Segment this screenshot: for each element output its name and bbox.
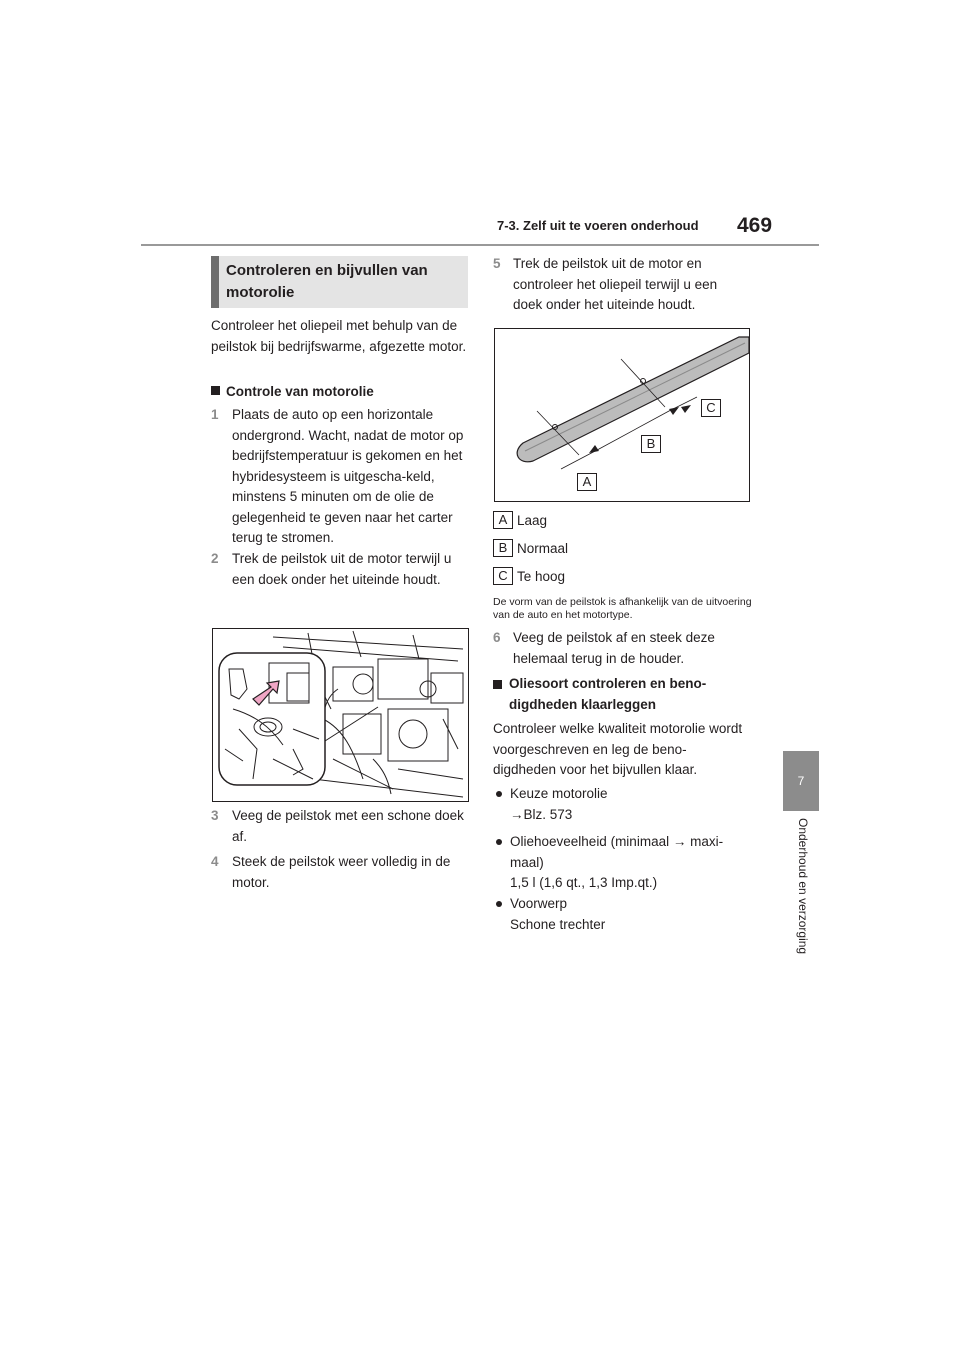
step-text: Steek de peilstok weer volledig in de motor.	[232, 854, 451, 890]
bullet-value: Schone trechter	[510, 916, 606, 932]
step-number: 6	[493, 630, 501, 645]
step-number: 4	[211, 854, 219, 869]
step-text: Trek de peilstok uit de motor terwijl u een doek onder het uiteinde houdt.	[232, 551, 452, 587]
legend-label-c: Te hoog	[517, 569, 566, 584]
legend-key-c: C	[493, 567, 513, 585]
page-number: 469	[737, 214, 773, 237]
section-header: 7-3. Zelf uit te voeren onderhoud	[497, 218, 699, 233]
bullet-title: Oliehoeveelheid (minimaal → maxi-maal)	[510, 834, 724, 870]
bullet-title: Voorwerp	[510, 896, 568, 911]
step-number: 5	[493, 256, 501, 271]
square-bullet-icon	[211, 386, 220, 395]
chapter-number: 7	[797, 774, 805, 788]
bullet-dot-icon	[496, 791, 502, 797]
dipstick-figure	[494, 328, 750, 502]
bullet-tool	[510, 894, 745, 935]
legend-key-a: A	[493, 511, 513, 529]
check-heading	[211, 382, 374, 403]
step-text: Trek de peilstok uit de motor en controleer het oliepeil terwijl u een doek onder het uiteinde houdt.	[513, 256, 718, 312]
bullet-title: Keuze motorolie	[510, 786, 608, 801]
bullet-dot-icon	[496, 901, 502, 907]
step-number: 2	[211, 551, 219, 566]
heading-bar	[211, 256, 219, 308]
chapter-tab	[783, 751, 819, 811]
legend-label-b: Normaal	[517, 541, 569, 556]
step-text: Plaats de auto op een horizontale ondergrond. Wacht, nadat de motor op bedrijfstemperatuur is gekomen en het hybridesysteem is uitgescha-keld, minstens 5 minuten om de olie de gelegenheid te geven naar het carter terug te stromen.	[232, 407, 464, 545]
chapter-title: Onderhoud en verzorging	[796, 818, 810, 955]
figure-note: De vorm van de peilstok is afhankelijk van de uitvoering van de auto en het motortype.	[493, 596, 752, 621]
chapter-side-title	[796, 818, 810, 978]
step-text: Veeg de peilstok met een schone doek af.	[232, 808, 464, 844]
bullet-dot-icon	[496, 839, 502, 845]
label-a: A	[577, 473, 597, 491]
check-heading-text: Controle van motorolie	[226, 384, 374, 399]
square-bullet-icon	[493, 680, 502, 689]
bullet-value: 1,5 l (1,6 qt., 1,3 Imp.qt.)	[510, 875, 658, 890]
header-rule	[141, 244, 819, 246]
bullet-oil-quantity	[510, 832, 742, 894]
engine-bay-illustration	[213, 629, 468, 801]
section-heading-box	[211, 256, 468, 308]
step-number: 1	[211, 407, 219, 422]
step-number: 3	[211, 808, 219, 823]
legend-key-b: B	[493, 539, 513, 557]
section-title: Controleren en bijvullen van motorolie	[226, 262, 428, 301]
bullet-oil-choice	[510, 784, 745, 825]
oil-intro: Controleer welke kwaliteit motorolie wordt voorgeschreven en leg de beno-digdheden voor het bijvullen klaar.	[493, 721, 743, 777]
intro-text: Controleer het oliepeil met behulp van de peilstok bij bedrijfswarme, afgezette motor.	[211, 318, 467, 354]
oil-heading	[493, 674, 738, 715]
oil-heading-text: Oliesoort controleren en beno-digdheden klaarleggen	[509, 676, 707, 712]
step-text: Veeg de peilstok af en steek deze helemaal terug in de houder.	[513, 630, 715, 666]
legend-label-a: Laag	[517, 513, 548, 528]
engine-figure	[212, 628, 469, 802]
label-c: C	[701, 399, 721, 417]
label-b: B	[641, 435, 661, 453]
page-reference-link[interactable]: →Blz. 573	[510, 806, 573, 822]
